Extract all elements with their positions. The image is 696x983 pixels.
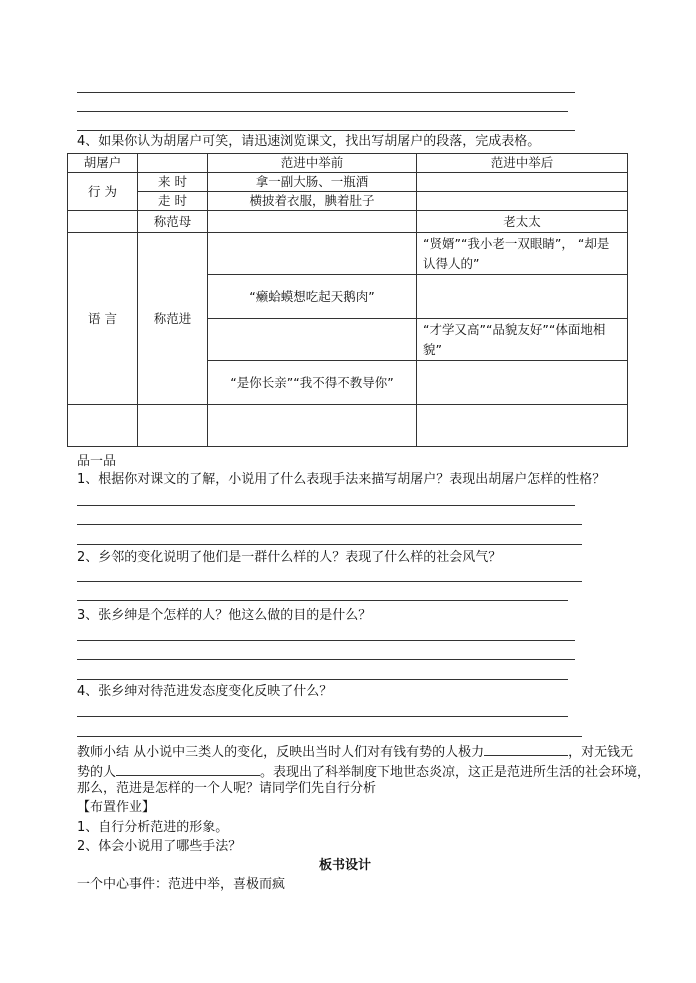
question-1: 1、根据你对课文的了解，小说用了什么表现手法来描写胡屠户？表现出胡屠户怎样的性格？ xyxy=(77,472,606,487)
cell-mother-before xyxy=(208,211,417,233)
table-head-before: 范进中举前 xyxy=(208,154,417,173)
answer-line xyxy=(77,736,582,737)
answer-line xyxy=(77,581,582,582)
answer-line xyxy=(77,600,568,601)
cell-lang-after-4 xyxy=(417,361,628,405)
summary-text: 教师小结 从小说中三类人的变化，反映出当时人们对有钱有势的人极力 xyxy=(77,745,485,760)
question-2: 2、乡邻的变化说明了他们是一群什么样的人？表现了什么样的社会风气？ xyxy=(77,550,502,565)
question-4: 4、张乡绅对待范进发态度变化反映了什么？ xyxy=(77,684,333,699)
summary-text: 势的人 xyxy=(77,765,117,780)
row-label-go: 走 时 xyxy=(138,192,208,211)
answer-line xyxy=(77,111,568,112)
cell-come-after xyxy=(417,173,628,192)
board-title: 板书设计 xyxy=(319,858,372,873)
summary-text: 。表现出了科举制度下地世态炎凉，这正是范进所生活的社会环境， xyxy=(260,765,651,780)
answer-line xyxy=(77,659,575,660)
section-heading: 品一品 xyxy=(77,454,117,469)
fill-blank xyxy=(484,742,568,756)
answer-line xyxy=(77,679,568,680)
cell-go-after xyxy=(417,192,628,211)
summary-line-3: 那么，范进是怎样的一个人呢？请同学们先自行分析 xyxy=(77,781,377,796)
cell-blank xyxy=(138,405,208,447)
table-head-blank xyxy=(138,154,208,173)
cell-blank xyxy=(68,211,138,233)
answer-line xyxy=(77,640,575,641)
cell-lang-before-4: “是你长亲”“我不得不教导你” xyxy=(208,361,417,405)
summary-line-1 xyxy=(77,742,633,761)
answer-line xyxy=(77,524,582,525)
cell-lang-before-3 xyxy=(208,319,417,361)
cell-blank xyxy=(208,405,417,447)
row-label-address-mother: 称范母 xyxy=(138,211,208,233)
cell-lang-after-3: “才学又高”“品貌友好”“体面地相貌” xyxy=(417,319,628,361)
fill-blank xyxy=(116,762,260,776)
row-label-language: 语 言 xyxy=(68,233,138,405)
butcher-table xyxy=(67,153,628,447)
summary-line-2 xyxy=(77,762,650,781)
answer-line xyxy=(77,544,582,545)
cell-blank xyxy=(68,405,138,447)
cell-blank xyxy=(417,405,628,447)
cell-come-before: 拿一副大肠、一瓶酒 xyxy=(208,173,417,192)
cell-go-before: 横披着衣服，腆着肚子 xyxy=(208,192,417,211)
summary-text: ，对无钱无 xyxy=(568,745,634,760)
board-line: 一个中心事件：范进中举，喜极而疯 xyxy=(77,877,286,892)
row-label-behavior: 行 为 xyxy=(68,173,138,211)
table-head-butcher: 胡屠户 xyxy=(68,154,138,173)
table-head-after: 范进中举后 xyxy=(417,154,628,173)
row-label-address-fanjin: 称范进 xyxy=(138,233,208,405)
homework-title: 【布置作业】 xyxy=(77,800,156,815)
answer-line xyxy=(77,92,575,93)
answer-line xyxy=(77,505,575,506)
homework-item: 2、体会小说用了哪些手法？ xyxy=(77,839,242,854)
answer-line xyxy=(77,716,568,717)
question-4-instruction: 4、如果你认为胡屠户可笑，请迅速浏览课文，找出写胡屠户的段落，完成表格。 xyxy=(77,134,541,149)
answer-line xyxy=(77,130,575,131)
cell-lang-after-1: “贤婿”“我小老一双眼睛”， “却是认得人的” xyxy=(417,233,628,275)
cell-mother-after: 老太太 xyxy=(417,211,628,233)
cell-lang-after-2 xyxy=(417,275,628,319)
cell-lang-before-1 xyxy=(208,233,417,275)
question-3: 3、张乡绅是个怎样的人？他这么做的目的是什么？ xyxy=(77,608,372,623)
cell-lang-before-2: “癞蛤蟆想吃起天鹅肉” xyxy=(208,275,417,319)
row-label-come: 来 时 xyxy=(138,173,208,192)
homework-item: 1、自行分析范进的形象。 xyxy=(77,820,229,835)
